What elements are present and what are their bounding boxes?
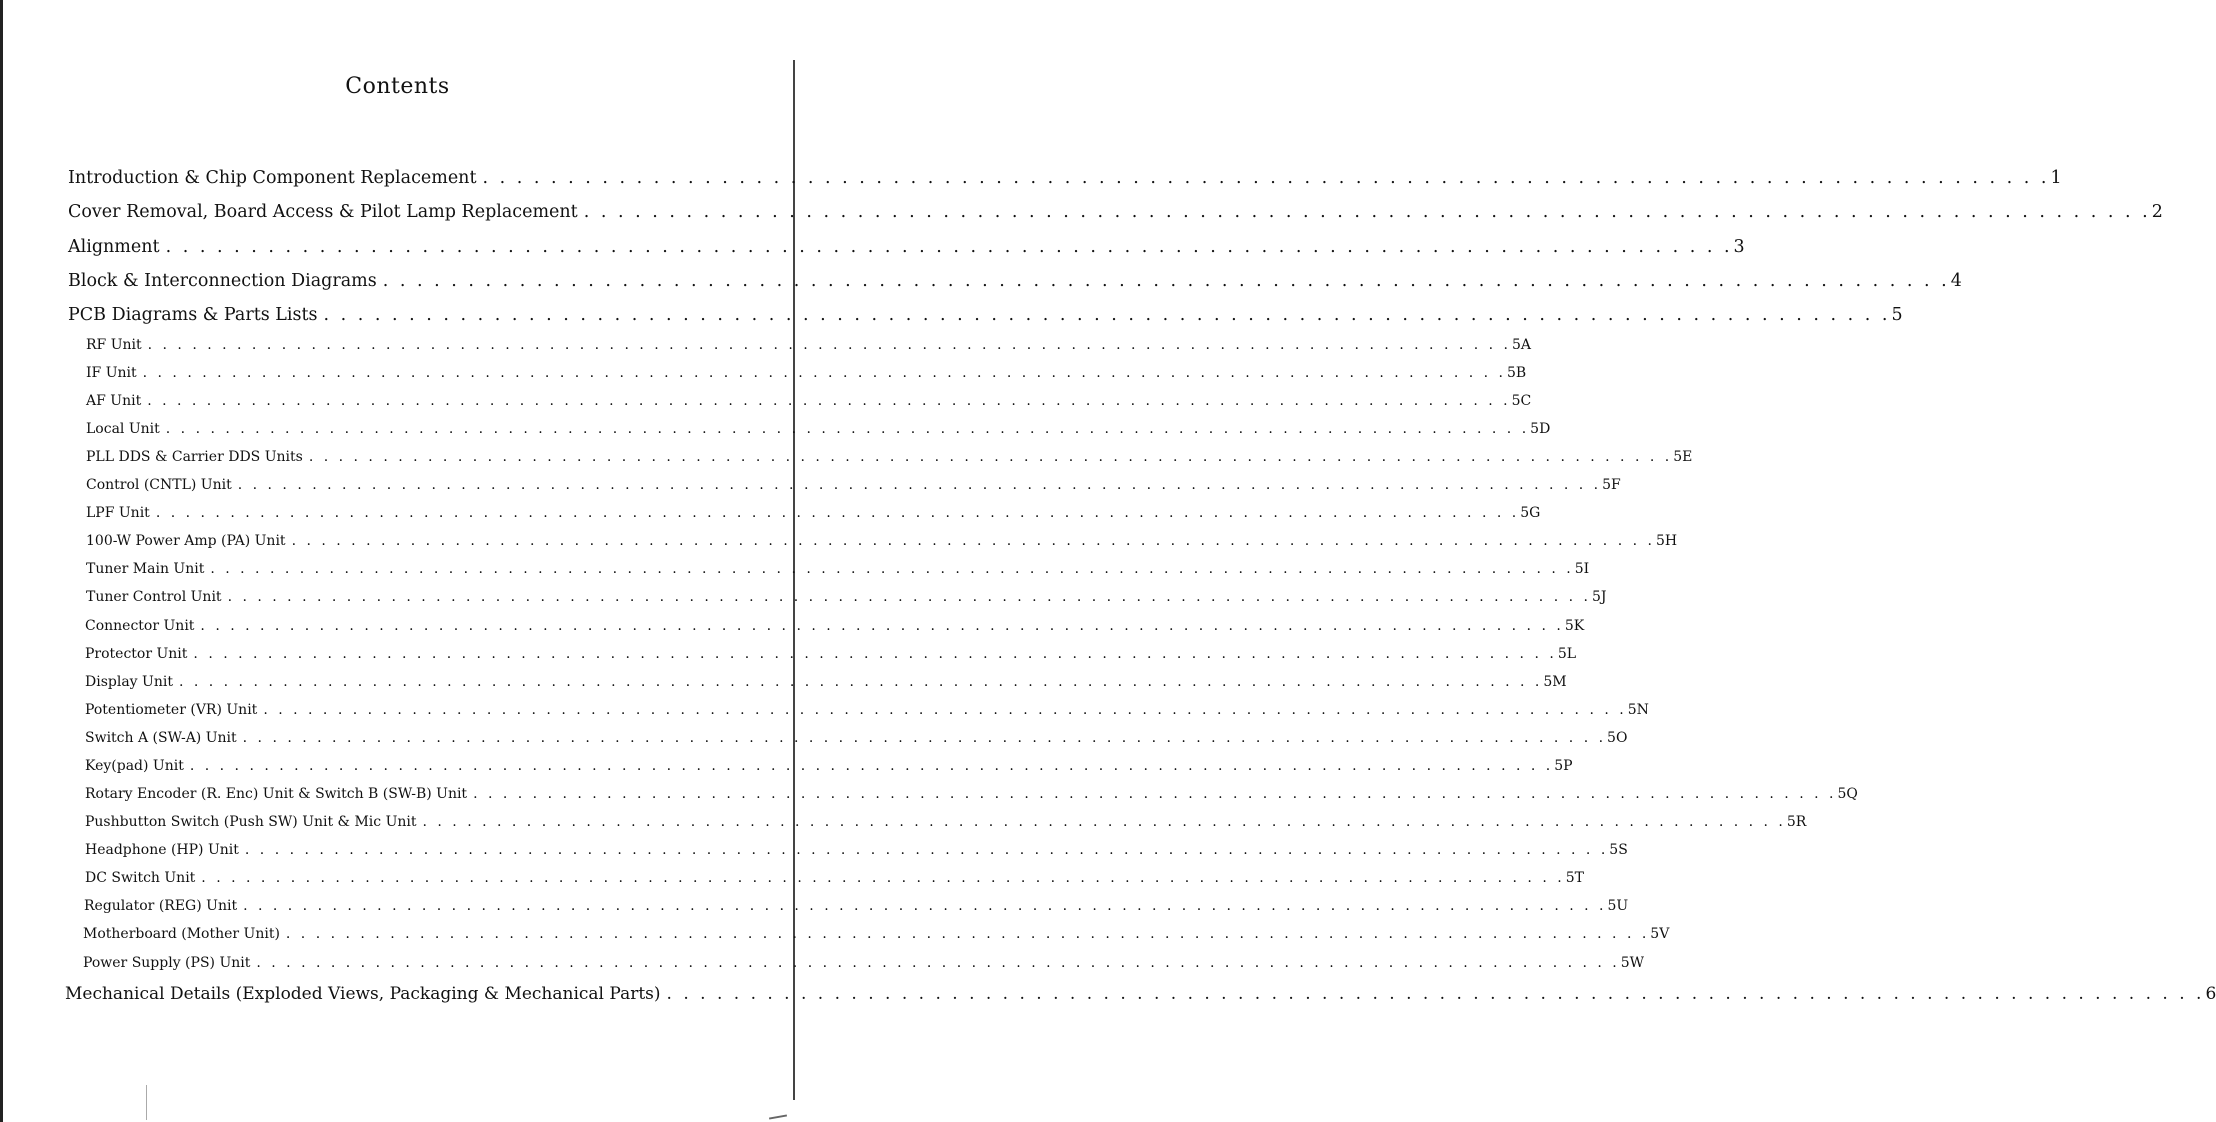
toc-page-number: 5N [1627,702,1649,718]
toc-subsection[interactable] [86,589,1607,609]
toc-entry-label: PCB Diagrams & Parts Lists [68,305,318,325]
toc-entry-label: Local Unit [86,421,160,437]
toc-subsection[interactable] [86,449,1693,469]
toc-subsection[interactable] [86,421,1551,441]
page-edge-left [0,0,3,1122]
toc-page-number: 5R [1786,814,1807,830]
toc-subsection[interactable] [85,786,1858,806]
toc-page-number: 5W [1620,955,1645,971]
dot-leader: . . . . . . . . . . . . . . . . . . . . . . . . . . . . . . . . . . . . . . . . . . . . . . . . . . . . . . . . . . . . . . . . . . . . . . . . . . . . . . . . . . . . . . . . . . . . [422,814,1786,830]
toc-page-number: 5M [1543,674,1567,690]
toc-section-mechanical-details[interactable] [65,984,2216,1008]
toc-entry-label: IF Unit [86,365,137,381]
toc-entry-label: Protector Unit [85,646,188,662]
dot-leader: . . . . . . . . . . . . . . . . . . . . . . . . . . . . . . . . . . . . . . . . . . . . . . . . . . . . . . . . . . . . . . . . . . . . . . . . . . . . . . . . . . . . . . . . . . . . [147,337,1512,353]
dot-leader: . . . . . . . . . . . . . . . . . . . . . . . . . . . . . . . . . . . . . . . . . . . . . . . . . . . . . . . . . . . . . . . . . . . . . . . . . . . . . . . . . . . . . . . . . . . . [256,955,1620,971]
toc-page-number: 5V [1650,926,1670,942]
toc-subsection[interactable] [85,730,1628,750]
dot-leader: . . . . . . . . . . . . . . . . . . . . . . . . . . . . . . . . . . . . . . . . . . . . . . . . . . . . . . . . . . . . . . . . . . . . . . . . . . . . . . . . . . . . . . . . . . . . [155,505,1520,521]
toc-page-number: 5B [1507,365,1527,381]
toc-subsection[interactable] [85,870,1584,890]
toc-entry-label: AF Unit [86,393,142,409]
toc-subsection[interactable] [86,505,1541,525]
toc-subsection[interactable] [85,842,1628,862]
toc-page-number: 5H [1655,533,1678,549]
dot-leader: . . . . . . . . . . . . . . . . . . . . . . . . . . . . . . . . . . . . . . . . . . . . . . . . . . . . . . . . . . . . . . . . . . . . . . . . . . . . . . . . . . . . . . . . . . . . [473,786,1837,802]
toc-entry-label: DC Switch Unit [85,870,196,886]
toc-subsection[interactable] [86,561,1590,581]
toc-page-number: 5A [1512,337,1532,353]
dot-leader: . . . . . . . . . . . . . . . . . . . . . . . . . . . . . . . . . . . . . . . . . . . . . . . . . . . . . . . . . . . . . . . . . . . . . . . . . . . . . . . . . . . . . . . . . . . . [382,271,1950,291]
toc-section-introduction[interactable] [68,168,2062,192]
toc-entry-label: RF Unit [86,337,142,353]
dot-leader: . . . . . . . . . . . . . . . . . . . . . . . . . . . . . . . . . . . . . . . . . . . . . . . . . . . . . . . . . . . . . . . . . . . . . . . . . . . . . . . . . . . . . . . . . . . . [227,589,1591,605]
toc-entry-label: Key(pad) Unit [85,758,184,774]
dot-leader: . . . . . . . . . . . . . . . . . . . . . . . . . . . . . . . . . . . . . . . . . . . . . . . . . . . . . . . . . . . . . . . . . . . . . . . . . . . . . . . . . . . . . . . . . . . . [165,237,1733,257]
toc-subsection[interactable] [85,674,1567,694]
toc-page-number: 6 [2205,984,2216,1004]
dot-leader: . . . . . . . . . . . . . . . . . . . . . . . . . . . . . . . . . . . . . . . . . . . . . . . . . . . . . . . . . . . . . . . . . . . . . . . . . . . . . . . . . . . . . . . . . . . . [242,730,1607,746]
toc-entry-label: Tuner Control Unit [86,589,222,605]
toc-subsection[interactable] [86,393,1532,413]
toc-subsection[interactable] [83,926,1670,946]
toc-page-number: 5L [1557,646,1577,662]
dot-leader: . . . . . . . . . . . . . . . . . . . . . . . . . . . . . . . . . . . . . . . . . . . . . . . . . . . . . . . . . . . . . . . . . . . . . . . . . . . . . . . . . . . . . . . . . . . . [237,477,1602,493]
toc-section-alignment[interactable] [68,237,1745,261]
dot-leader: . . . . . . . . . . . . . . . . . . . . . . . . . . . . . . . . . . . . . . . . . . . . . . . . . . . . . . . . . . . . . . . . . . . . . . . . . . . . . . . . . . . . . . . . . . . . [200,618,1564,634]
toc-entry-label: 100-W Power Amp (PA) Unit [86,533,286,549]
toc-entry-label: Motherboard (Mother Unit) [83,926,280,942]
toc-subsection[interactable] [86,365,1527,385]
toc-page-number: 5P [1554,758,1573,774]
toc-entry-label: Tuner Main Unit [86,561,205,577]
toc-entry-label: Power Supply (PS) Unit [83,955,251,971]
dot-leader: . . . . . . . . . . . . . . . . . . . . . . . . . . . . . . . . . . . . . . . . . . . . . . . . . . . . . . . . . . . . . . . . . . . . . . . . . . . . . . . . . . . . . . . . . . . . [244,842,1609,858]
toc-page-number: 5F [1602,477,1621,493]
toc-subsection[interactable] [85,702,1649,722]
toc-subsection[interactable] [85,758,1573,778]
toc-page-number: 3 [1733,237,1745,257]
dot-leader: . . . . . . . . . . . . . . . . . . . . . . . . . . . . . . . . . . . . . . . . . . . . . . . . . . . . . . . . . . . . . . . . . . . . . . . . . . . . . . . . . . . . . . . . . . . . [210,561,1574,577]
dot-leader: . . . . . . . . . . . . . . . . . . . . . . . . . . . . . . . . . . . . . . . . . . . . . . . . . . . . . . . . . . . . . . . . . . . . . . . . . . . . . . . . . . . . . . . . . . . . [178,674,1543,690]
toc-entry-label: Display Unit [85,674,173,690]
toc-entry-label: Headphone (HP) Unit [85,842,239,858]
toc-subsection[interactable] [85,646,1577,666]
toc-entry-label: Rotary Encoder (R. Enc) Unit & Switch B (SW-B) Unit [85,786,468,802]
toc-entry-label: Introduction & Chip Component Replacement [68,168,477,188]
toc-page-number: 2 [2151,202,2163,222]
dot-leader: . . . . . . . . . . . . . . . . . . . . . . . . . . . . . . . . . . . . . . . . . . . . . . . . . . . . . . . . . . . . . . . . . . . . . . . . . . . . . . . . . . . . . . . . . . . . [147,393,1511,409]
dot-leader: . . . . . . . . . . . . . . . . . . . . . . . . . . . . . . . . . . . . . . . . . . . . . . . . . . . . . . . . . . . . . . . . . . . . . . . . . . . . . . . . . . . . . . . . . . . . [201,870,1565,886]
toc-page-number: 4 [1950,271,1962,291]
toc-subsection[interactable] [86,477,1621,497]
dot-leader: . . . . . . . . . . . . . . . . . . . . . . . . . . . . . . . . . . . . . . . . . . . . . . . . . . . . . . . . . . . . . . . . . . . . . . . . . . . . . . . . . . . . . . . . . . . . [243,898,1607,914]
toc-page-number: 5Q [1837,786,1858,802]
dot-leader: . . . . . . . . . . . . . . . . . . . . . . . . . . . . . . . . . . . . . . . . . . . . . . . . . . . . . . . . . . . . . . . . . . . . . . . . . . . . . . . . . . . . . . . . . . . . [263,702,1627,718]
scan-mark [146,1085,147,1120]
toc-entry-label: PLL DDS & Carrier DDS Units [86,449,303,465]
toc-section-pcb-diagrams[interactable] [68,305,1903,329]
toc-entry-label: Potentiometer (VR) Unit [85,702,258,718]
toc-entry-label: Regulator (REG) Unit [84,898,238,914]
toc-entry-label: Cover Removal, Board Access & Pilot Lamp Replacement [68,202,578,222]
toc-subsection[interactable] [83,955,1645,975]
dot-leader: . . . . . . . . . . . . . . . . . . . . . . . . . . . . . . . . . . . . . . . . . . . . . . . . . . . . . . . . . . . . . . . . . . . . . . . . . . . . . . . . . . . . . . . . . . . . [666,984,2205,1004]
dot-leader: . . . . . . . . . . . . . . . . . . . . . . . . . . . . . . . . . . . . . . . . . . . . . . . . . . . . . . . . . . . . . . . . . . . . . . . . . . . . . . . . . . . . . . . . . . . . [142,365,1507,381]
toc-page-number: 5S [1609,842,1628,858]
toc-entry-label: Control (CNTL) Unit [86,477,232,493]
toc-entry-label: LPF Unit [86,505,150,521]
dot-leader: . . . . . . . . . . . . . . . . . . . . . . . . . . . . . . . . . . . . . . . . . . . . . . . . . . . . . . . . . . . . . . . . . . . . . . . . . . . . . . . . . . . . . . . . . . . . [291,533,1655,549]
toc-page-number: 5D [1530,421,1551,437]
toc-subsection[interactable] [85,618,1585,638]
page-title: Contents [345,74,450,99]
toc-entry-label: Pushbutton Switch (Push SW) Unit & Mic Unit [85,814,417,830]
dot-leader: . . . . . . . . . . . . . . . . . . . . . . . . . . . . . . . . . . . . . . . . . . . . . . . . . . . . . . . . . . . . . . . . . . . . . . . . . . . . . . . . . . . . . . . . . . . . [308,449,1673,465]
toc-entry-label: Alignment [68,237,160,257]
toc-page-number: 5U [1607,898,1629,914]
toc-page-number: 5C [1511,393,1532,409]
toc-subsection[interactable] [85,814,1807,834]
dot-leader: . . . . . . . . . . . . . . . . . . . . . . . . . . . . . . . . . . . . . . . . . . . . . . . . . . . . . . . . . . . . . . . . . . . . . . . . . . . . . . . . . . . . . . . . . . . . [482,168,2050,188]
toc-page-number: 5 [1891,305,1903,325]
toc-page-number: 5E [1673,449,1693,465]
toc-section-cover-removal[interactable] [68,202,2163,226]
toc-page-number: 5I [1574,561,1590,577]
toc-page-number: 5K [1564,618,1585,634]
toc-entry-label: Block & Interconnection Diagrams [68,271,377,291]
toc-entry-label: Connector Unit [85,618,195,634]
toc-page-number: 1 [2050,168,2062,188]
dot-leader: . . . . . . . . . . . . . . . . . . . . . . . . . . . . . . . . . . . . . . . . . . . . . . . . . . . . . . . . . . . . . . . . . . . . . . . . . . . . . . . . . . . . . . . . . . . . [583,202,2151,222]
toc-page-number: 5J [1591,589,1607,605]
toc-subsection[interactable] [86,337,1532,357]
dot-leader: . . . . . . . . . . . . . . . . . . . . . . . . . . . . . . . . . . . . . . . . . . . . . . . . . . . . . . . . . . . . . . . . . . . . . . . . . . . . . . . . . . . . . . . . . . . . [193,646,1557,662]
toc-entry-label: Mechanical Details (Exploded Views, Packaging & Mechanical Parts) [65,984,661,1004]
dot-leader: . . . . . . . . . . . . . . . . . . . . . . . . . . . . . . . . . . . . . . . . . . . . . . . . . . . . . . . . . . . . . . . . . . . . . . . . . . . . . . . . . . . . . . . . . . . . [285,926,1650,942]
dot-leader: . . . . . . . . . . . . . . . . . . . . . . . . . . . . . . . . . . . . . . . . . . . . . . . . . . . . . . . . . . . . . . . . . . . . . . . . . . . . . . . . . . . . . . . . . . . . [165,421,1530,437]
dot-leader: . . . . . . . . . . . . . . . . . . . . . . . . . . . . . . . . . . . . . . . . . . . . . . . . . . . . . . . . . . . . . . . . . . . . . . . . . . . . . . . . . . . . . . . . . . . . [189,758,1554,774]
toc-subsection[interactable] [84,898,1629,918]
toc-page-number: 5G [1520,505,1541,521]
toc-entry-label: Switch A (SW-A) Unit [85,730,237,746]
toc-page-number: 5O [1607,730,1628,746]
toc-page-number: 5T [1565,870,1584,886]
toc-subsection[interactable] [86,533,1678,553]
dot-leader: . . . . . . . . . . . . . . . . . . . . . . . . . . . . . . . . . . . . . . . . . . . . . . . . . . . . . . . . . . . . . . . . . . . . . . . . . . . . . . . . . . . . . . . . . . . . [323,305,1891,325]
toc-section-block-diagrams[interactable] [68,271,1962,295]
scan-speck [769,1114,787,1119]
